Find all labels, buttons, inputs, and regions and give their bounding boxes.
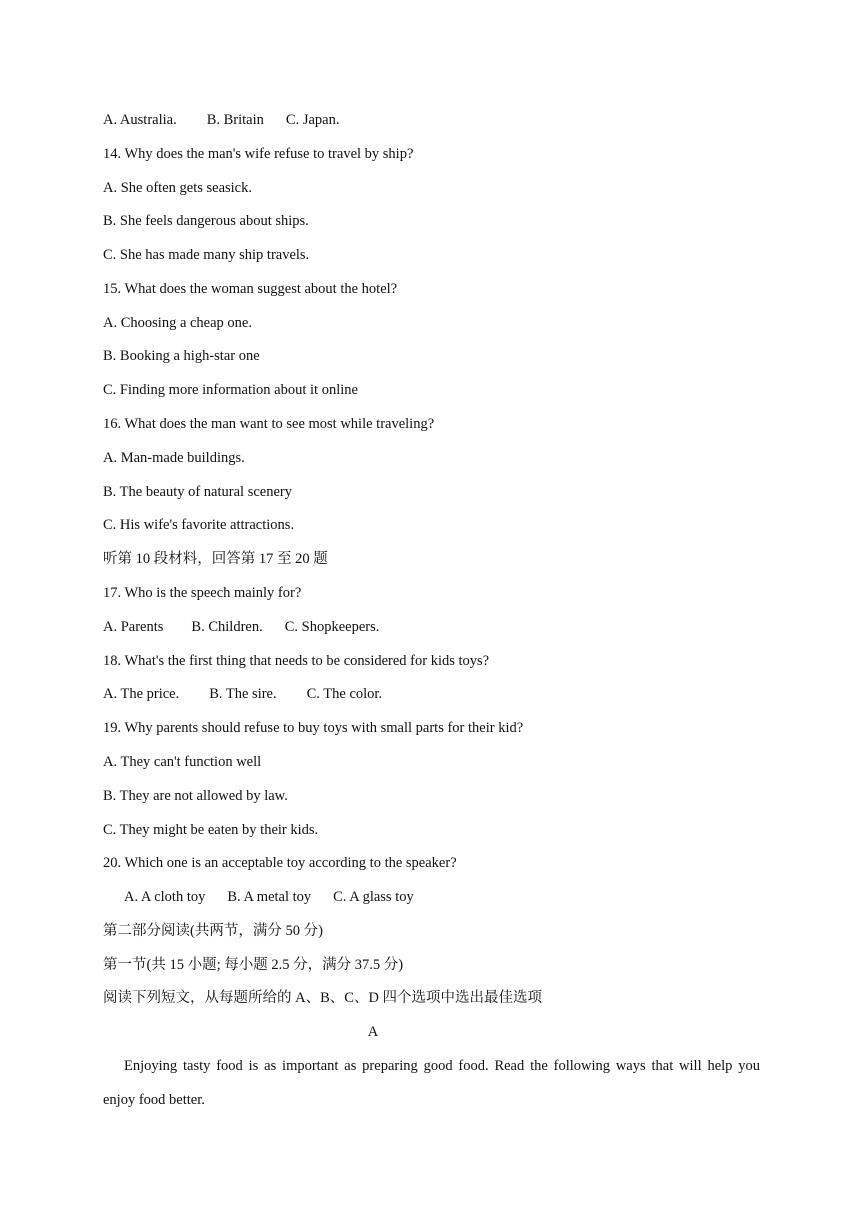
section1-heading: 第一节(共 15 小题; 每小题 2.5 分，满分 37.5 分): [103, 957, 404, 973]
q14-option-b: B. She feels dangerous about ships.: [103, 213, 309, 229]
q18-option-c: C. The color.: [306, 686, 383, 702]
q15-option-b: B. Booking a high-star one: [103, 348, 260, 364]
section10-heading: 听第 10 段材料，回答第 17 至 20 题: [103, 551, 328, 567]
q17-option-b: B. Children.: [191, 619, 263, 635]
q20-option-b: B. A metal toy: [227, 889, 312, 905]
passage-line-2: enjoy food better.: [103, 1092, 205, 1108]
q17-option-c: C. Shopkeepers.: [284, 619, 380, 635]
passage-label: A: [367, 1024, 379, 1040]
q20-option-a: A. A cloth toy: [124, 889, 206, 905]
q15-option-a: A. Choosing a cheap one.: [103, 315, 252, 331]
q14-question: 14. Why does the man's wife refuse to travel by ship?: [103, 146, 414, 162]
q19-option-a: A. They can't function well: [103, 754, 262, 770]
q16-question: 16. What does the man want to see most while traveling?: [103, 416, 435, 432]
q15-question: 15. What does the woman suggest about the hotel?: [103, 281, 398, 297]
q14-option-a: A. She often gets seasick.: [103, 180, 252, 196]
q16-option-a: A. Man-made buildings.: [103, 450, 245, 466]
q16-option-c: C. His wife's favorite attractions.: [103, 517, 295, 533]
q18-options: [103, 685, 382, 703]
q15-option-c: C. Finding more information about it online: [103, 382, 358, 398]
q14-option-c: C. She has made many ship travels.: [103, 247, 310, 263]
q13-option-b: B. Britain: [206, 112, 264, 128]
q20-options: [124, 888, 414, 906]
q19-option-c: C. They might be eaten by their kids.: [103, 822, 319, 838]
q18-question: 18. What's the first thing that needs to be considered for kids toys?: [103, 653, 490, 669]
passage-line-1: Enjoying tasty food is as important as preparing good food. Read the following ways that will help you: [124, 1058, 760, 1074]
reading-instructions: 阅读下列短文，从每题所给的 A、B、C、D 四个选项中选出最佳选项: [103, 990, 543, 1006]
q19-question: 19. Why parents should refuse to buy toys with small parts for their kid?: [103, 720, 524, 736]
q13-options: [103, 111, 339, 129]
q18-option-b: B. The sire.: [209, 686, 277, 702]
q16-option-b: B. The beauty of natural scenery: [103, 484, 292, 500]
q20-question: 20. Which one is an acceptable toy according to the speaker?: [103, 855, 457, 871]
q19-option-b: B. They are not allowed by law.: [103, 788, 288, 804]
q17-option-a: A. Parents: [103, 619, 164, 635]
q13-option-c: C. Japan.: [285, 112, 340, 128]
q20-option-c: C. A glass toy: [333, 889, 414, 905]
part2-heading: 第二部分阅读(共两节，满分 50 分): [103, 923, 323, 939]
q17-options: [103, 618, 379, 636]
q18-option-a: A. The price.: [103, 686, 180, 702]
q13-option-a: A. Australia.: [103, 112, 177, 128]
q17-question: 17. Who is the speech mainly for?: [103, 585, 302, 601]
